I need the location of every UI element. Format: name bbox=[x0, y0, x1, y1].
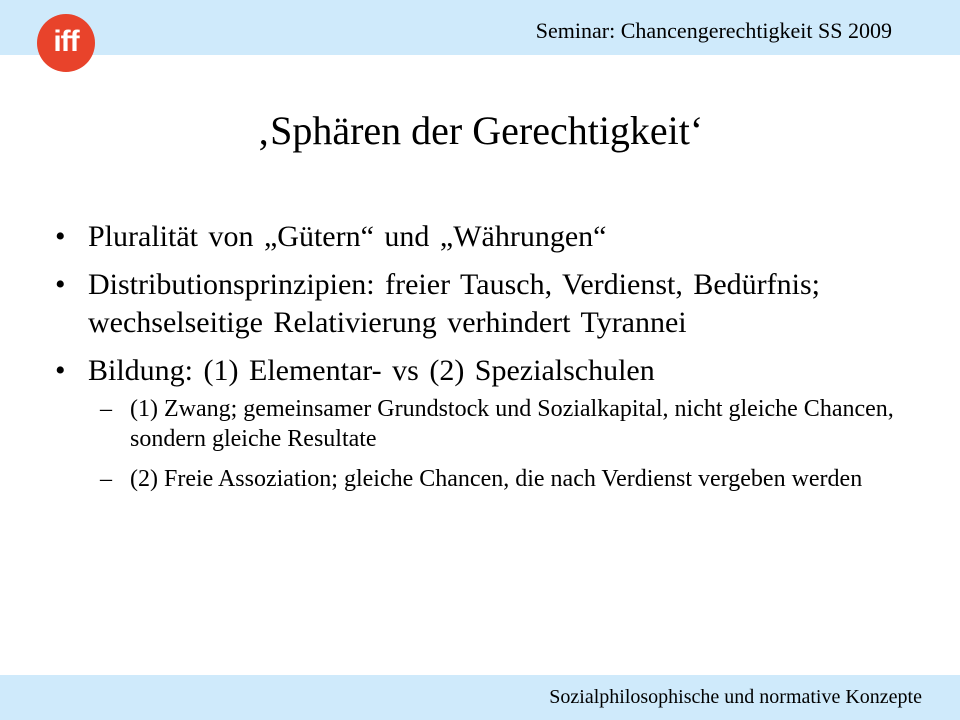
bullet-item bbox=[55, 266, 935, 342]
subbullet-text: (1) Zwang; gemeinsamer Grundstock und Sozialkapital, nicht gleiche Chancen, sondern gleiche Resultate bbox=[130, 396, 894, 452]
seminar-title: Seminar: Chancengerechtigkeit SS 2009 bbox=[535, 18, 892, 43]
dash-marker: – bbox=[100, 396, 112, 422]
footer-bar bbox=[0, 675, 960, 720]
bullet-marker: • bbox=[55, 220, 66, 253]
subbullet-item bbox=[55, 394, 935, 454]
dash-marker: – bbox=[100, 466, 112, 492]
subbullet-text: (2) Freie Assoziation; gleiche Chancen, die nach Verdienst vergeben werden bbox=[130, 466, 863, 492]
iff-logo: iff bbox=[37, 14, 95, 72]
bullet-marker: • bbox=[55, 268, 66, 301]
bullet-marker: • bbox=[55, 354, 66, 387]
bullet-text: Bildung: (1) Elementar- vs (2) Spezialschulen bbox=[88, 354, 655, 387]
bullet-text: Distributionsprinzipien: freier Tausch, Verdienst, Bedürfnis; wechselseitige Relativierung verhindert Tyrannei bbox=[88, 268, 820, 339]
bullet-item bbox=[55, 352, 935, 390]
footer-text: Sozialphilosophische und normative Konzepte bbox=[549, 686, 922, 708]
subbullet-item bbox=[55, 464, 935, 494]
slide-content bbox=[55, 218, 935, 504]
bullet-text: Pluralität von „Gütern“ und „Währungen“ bbox=[88, 220, 607, 253]
bullet-item bbox=[55, 218, 935, 256]
header-bar bbox=[0, 0, 960, 55]
slide-title: ‚Sphären der Gerechtigkeit‘ bbox=[256, 108, 704, 153]
